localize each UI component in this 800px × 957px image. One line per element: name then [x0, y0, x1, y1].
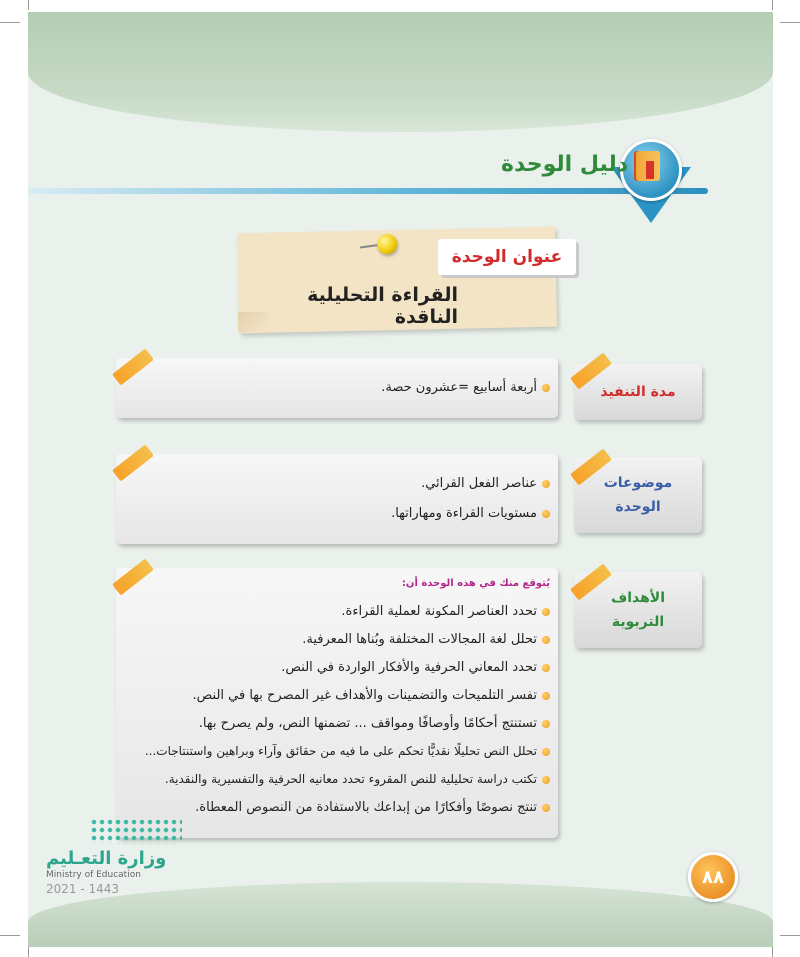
- objectives-intro: يُتوقع منك في هذه الوحدة أن:: [401, 578, 550, 589]
- crop-mark: [772, 0, 773, 10]
- list-item: أربعة أسابيع =عشرون حصة.: [381, 380, 550, 395]
- list-item: تكتب دراسة تحليلية للنص المقروء تحدد معانيه الحرفية والتفسيرية والنقدية.: [165, 772, 550, 786]
- ministry-name-ar: وزارة التعـليم: [46, 848, 167, 869]
- objectives-box: [116, 568, 558, 838]
- crop-mark: [780, 935, 800, 936]
- objectives-label: الأهداف التربوية: [574, 572, 702, 648]
- bullet-icon: [542, 692, 550, 700]
- bullet-icon: [542, 636, 550, 644]
- edition-year: 2021 - 1443: [46, 882, 120, 896]
- pushpin-icon: [377, 234, 397, 254]
- crop-mark: [772, 947, 773, 957]
- bullet-icon: [542, 720, 550, 728]
- bullet-icon: [542, 748, 550, 756]
- list-item: تفسر التلميحات والتضمينات والأهداف غير المصرح بها في النص.: [192, 688, 550, 703]
- bookmark-icon: [646, 161, 654, 179]
- crop-mark: [0, 935, 20, 936]
- duration-label: مدة التنفيذ: [574, 364, 702, 420]
- header-band: [28, 12, 773, 132]
- list-item: تنتج نصوصًا وأفكارًا من إبداعك بالاستفادة من النصوص المعطاة.: [195, 800, 550, 815]
- bullet-icon: [542, 480, 550, 488]
- page-number: ٨٨: [688, 852, 738, 902]
- list-item: تحدد العناصر المكونة لعملية القراءة.: [341, 604, 550, 619]
- page-title: دليل الوحدة: [501, 152, 628, 177]
- list-item: تحلل لغة المجالات المختلفة وبُناها المعرفية.: [302, 632, 550, 647]
- footer-band: [28, 882, 773, 947]
- title-underline: [28, 188, 708, 194]
- bullet-icon: [542, 804, 550, 812]
- unit-label: عنوان الوحدة: [438, 239, 576, 275]
- crop-mark: [780, 22, 800, 23]
- list-item: عناصر الفعل القرائي.: [421, 476, 550, 491]
- unit-title: القراءة التحليلية الناقدة: [307, 284, 458, 328]
- bullet-icon: [542, 664, 550, 672]
- duration-box: [116, 358, 558, 418]
- crop-mark: [28, 947, 29, 957]
- topics-box: [116, 454, 558, 544]
- list-item: مستويات القراءة ومهاراتها.: [391, 506, 550, 521]
- crop-mark: [0, 22, 20, 23]
- list-item: تحلل النص تحليلًا نقديًّا تحكم على ما فيه من حقائق وآراء وبراهين واستنتاجات...: [145, 744, 550, 758]
- ministry-name-en: Ministry of Education: [46, 870, 141, 880]
- list-item: تحدد المعاني الحرفية والأفكار الواردة في النص.: [281, 660, 550, 675]
- bullet-icon: [542, 776, 550, 784]
- crop-mark: [28, 0, 29, 10]
- bullet-icon: [542, 510, 550, 518]
- bullet-icon: [542, 608, 550, 616]
- topics-label: موضوعات الوحدة: [574, 457, 702, 533]
- bullet-icon: [542, 384, 550, 392]
- ministry-logo-icon: [90, 818, 182, 844]
- list-item: تستنتج أحكامًا وأوصافًا ومواقف ... تضمنها النص، ولم يصرح بها.: [199, 716, 550, 731]
- textbook-page: [28, 12, 773, 947]
